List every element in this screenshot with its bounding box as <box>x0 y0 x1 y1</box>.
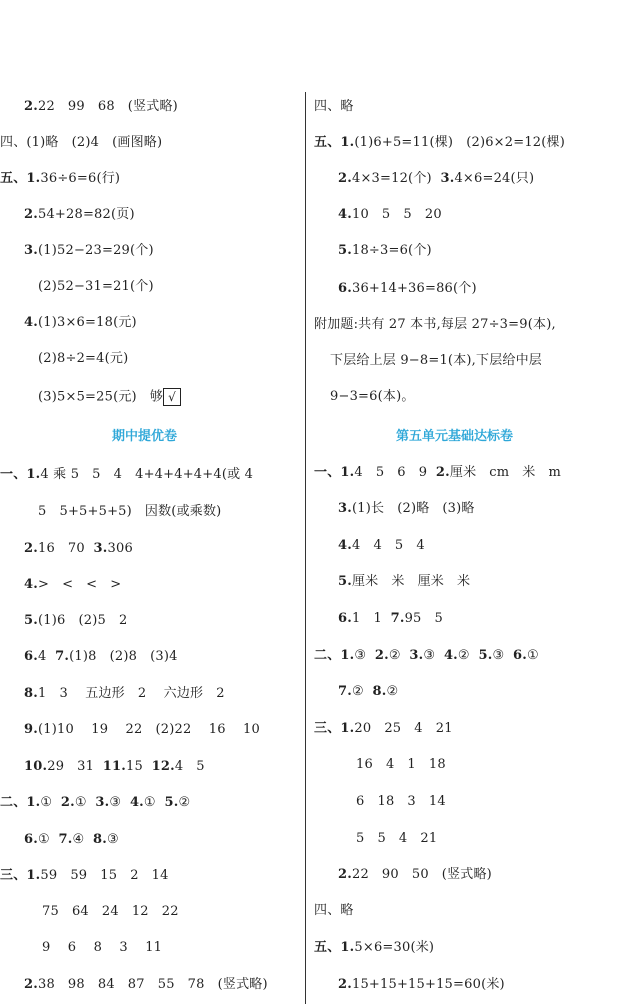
answer-line: 6 18 3 14 <box>356 794 446 809</box>
answer-line: 四、(1)略 (2)4 (画图略) <box>0 135 163 150</box>
answer-line: 2.16 70 3.306 <box>24 541 133 556</box>
answer-line: 三、1.20 25 4 21 <box>314 721 453 736</box>
answer-line: 6.1 1 7.95 5 <box>338 611 443 626</box>
answer-line: 8.1 3 五边形 2 六边形 2 <box>24 686 225 701</box>
answer-line: 2.4×3=12(个) 3.4×6=24(只) <box>338 171 535 186</box>
answer-line: 4.(1)3×6=18(元) <box>24 315 137 330</box>
column-divider <box>305 92 306 1004</box>
answer-line: (2)8÷2=4(元) <box>38 351 129 366</box>
answer-line: 4.10 5 5 20 <box>338 207 442 222</box>
answer-line: 9.(1)10 19 22 (2)22 16 10 <box>24 722 260 737</box>
section-title: 第五单元基础达标卷 <box>396 429 514 444</box>
answer-line: 6.4 7.(1)8 (2)8 (3)4 <box>24 649 178 664</box>
answer-line: 10.29 31 11.15 12.4 5 <box>24 759 205 774</box>
answer-line: 三、1.59 59 15 2 14 <box>0 868 169 883</box>
answer-line: 四、略 <box>314 99 354 114</box>
answer-line: 附加题:共有 27 本书,每层 27÷3=9(本), <box>314 317 556 332</box>
answer-line: 3.(1)52−23=29(个) <box>24 243 154 258</box>
check-mark-icon: √ <box>163 388 181 406</box>
answer-line: 五、1.5×6=30(米) <box>314 940 435 955</box>
answer-line: 5.18÷3=6(个) <box>338 243 432 258</box>
answer-line: 9 6 8 3 11 <box>42 940 163 955</box>
answer-line: 二、1.③ 2.② 3.③ 4.② 5.③ 6.① <box>314 648 539 663</box>
answer-line: 16 4 1 18 <box>356 757 446 772</box>
section-title: 期中提优卷 <box>112 429 178 444</box>
answer-line: 3.(1)长 (2)略 (3)略 <box>338 501 475 516</box>
answer-line: 2.38 98 84 87 55 78 (竖式略) <box>24 977 268 992</box>
answer-line: 一、1.4 5 6 9 2.厘米 cm 米 m <box>314 465 562 480</box>
answer-line: 4.4 4 5 4 <box>338 538 425 553</box>
answer-line: 2.54+28=82(页) <box>24 207 135 222</box>
answer-line: 5.(1)6 (2)5 2 <box>24 613 128 628</box>
answer-line: 2.15+15+15+15=60(米) <box>338 977 505 992</box>
answer-line: 下层给上层 9−8=1(本),下层给中层 <box>330 353 543 368</box>
answer-line: 5 5 4 21 <box>356 831 438 846</box>
answer-line: 五、1.(1)6+5=11(棵) (2)6×2=12(棵) <box>314 135 566 150</box>
answer-line: 一、1.4 乘 5 5 4 4+4+4+4+4(或 4 <box>0 467 254 482</box>
answer-line: (3)5×5=25(元) 够 √ <box>38 388 181 407</box>
answer-line: 二、1.① 2.① 3.③ 4.① 5.② <box>0 795 191 810</box>
answer-line: 2.22 99 68 (竖式略) <box>24 99 178 114</box>
answer-line: 6.① 7.④ 8.③ <box>24 832 119 847</box>
answer-line: (2)52−31=21(个) <box>38 279 154 294</box>
answer-line: 2.22 90 50 (竖式略) <box>338 867 492 882</box>
answer-line: 5.厘米 米 厘米 米 <box>338 574 471 589</box>
answer-line: 75 64 24 12 22 <box>42 904 179 919</box>
answer-line: 4.> < < > <box>24 577 122 592</box>
answer-line: 6.36+14+36=86(个) <box>338 281 477 296</box>
answer-line: 四、略 <box>314 903 354 918</box>
answer-line: 五、1.36÷6=6(行) <box>0 171 121 186</box>
answer-line: 5 5+5+5+5) 因数(或乘数) <box>38 504 222 519</box>
answer-line: 7.② 8.② <box>338 684 399 699</box>
answer-line: 9−3=6(本)。 <box>330 389 415 404</box>
